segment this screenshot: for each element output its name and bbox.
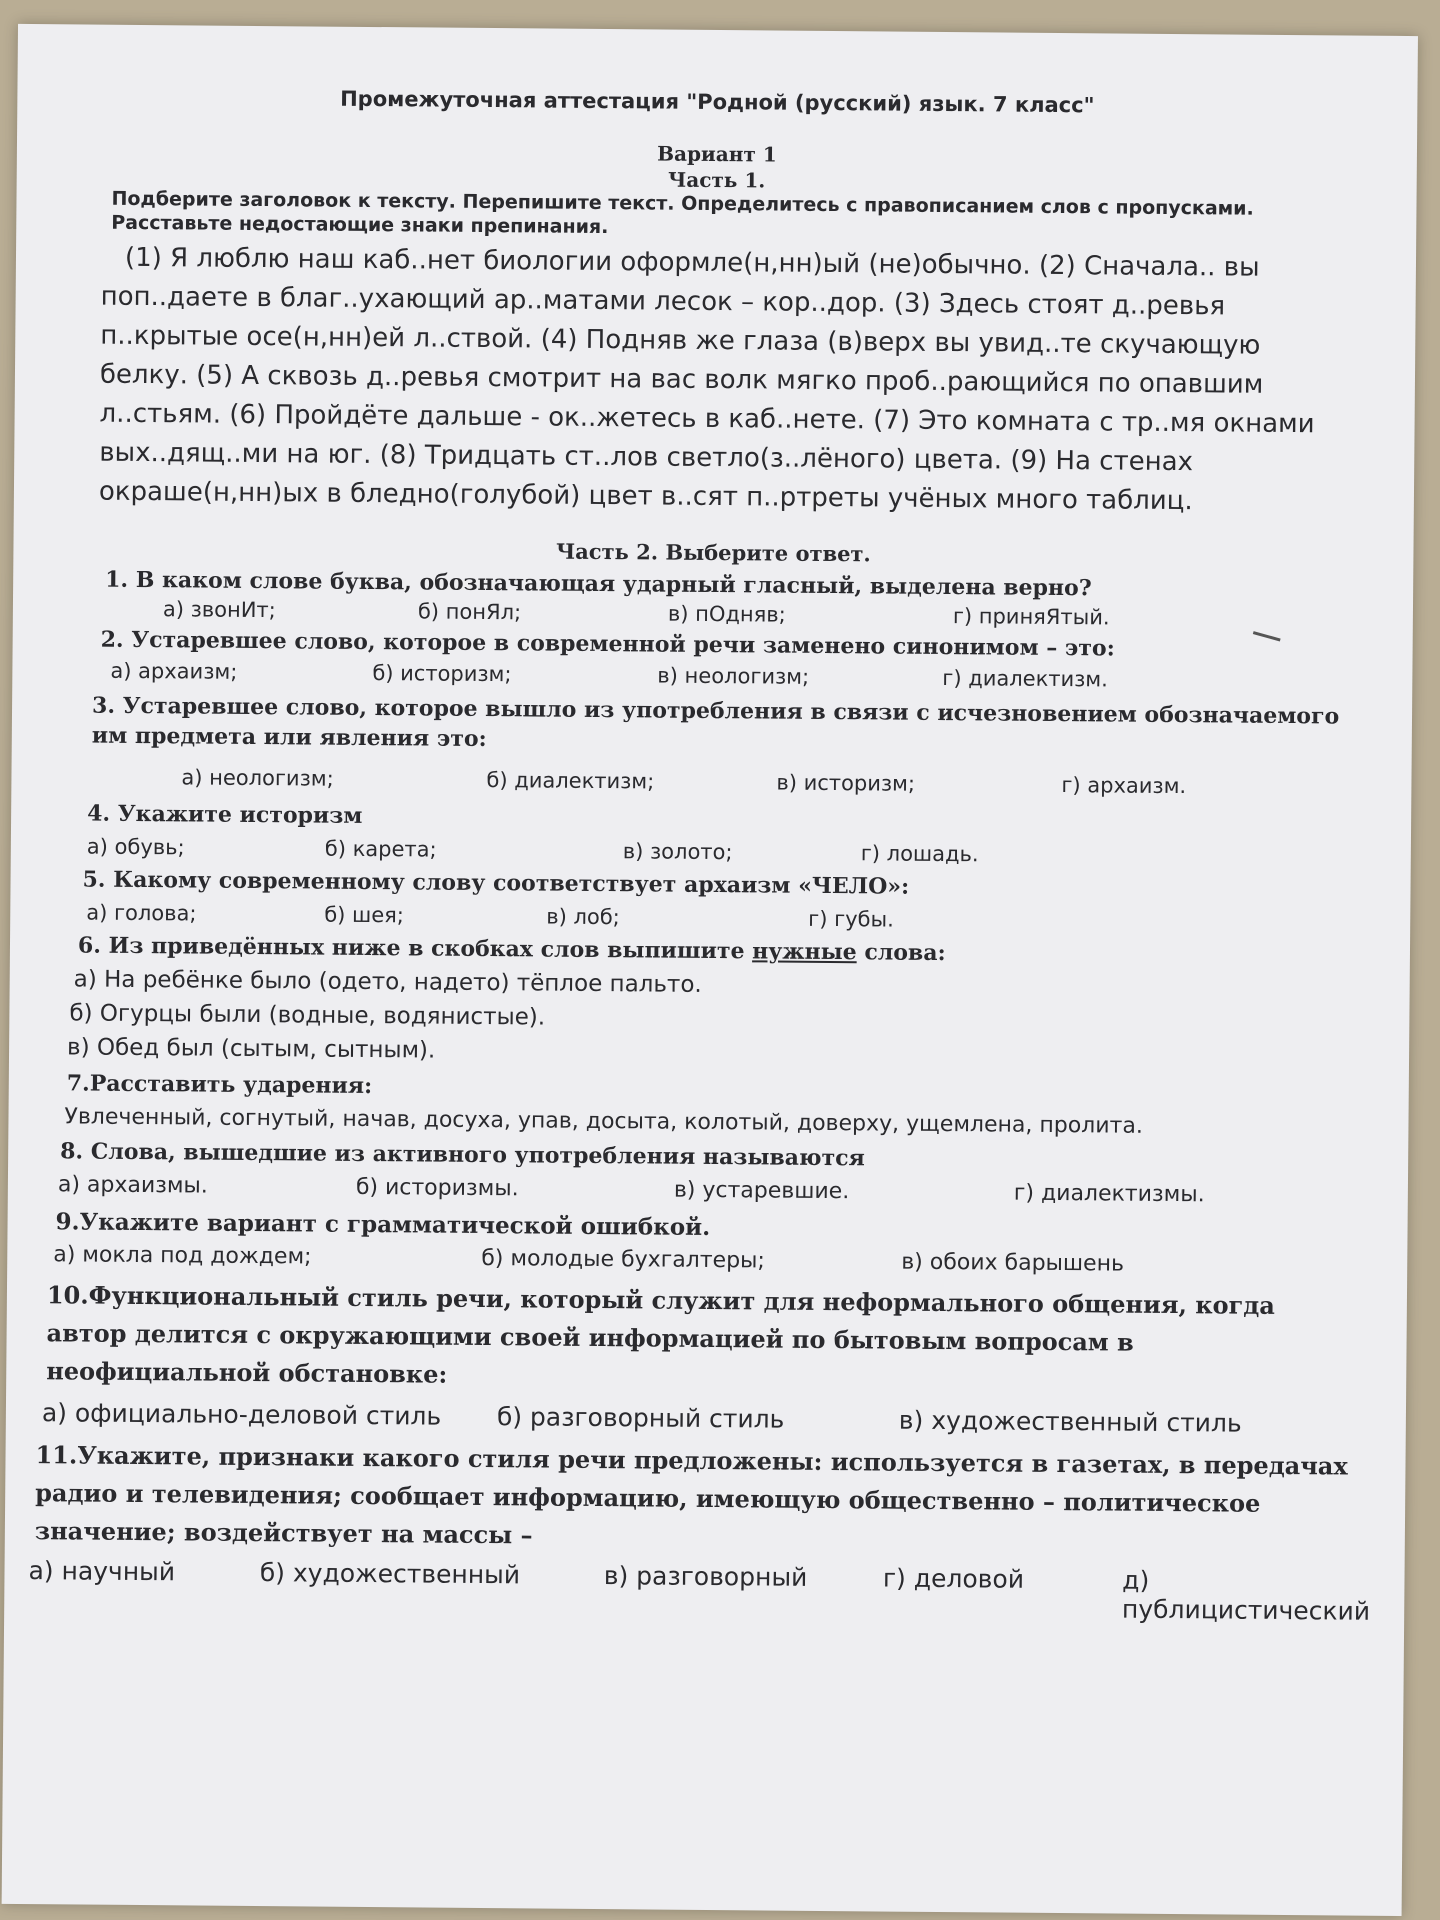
- variant-label: Вариант 1: [657, 141, 777, 167]
- option-c: в) пОдняв;: [667, 601, 786, 627]
- option-b: б) историзмы.: [355, 1174, 519, 1202]
- task1-instruction: Подберите заголовок к тексту. Перепишите текст. Определитесь с правописанием слов с пропусками. Расставьте недостающие знаки препинания.: [111, 187, 1254, 239]
- option-a: а) архаизмы.: [57, 1172, 208, 1199]
- option-d: г) диалектизм.: [942, 665, 1108, 692]
- question-6-option-c: в) Обед был (сытым, сытным).: [66, 1034, 436, 1064]
- question-1-options: [163, 597, 1110, 629]
- option-a: а) голова;: [86, 900, 197, 926]
- question-7: 7.Расставить ударения:: [66, 1070, 373, 1100]
- question-4-options: [87, 835, 979, 867]
- question-5: 5. Какому современному слову соответствует архаизм «ЧЕЛО»:: [82, 866, 910, 900]
- option-b: б) разговорный стиль: [496, 1402, 785, 1434]
- question-10: 10.Функциональный стиль речи, который служит для неформального общения, когда автор делится с окружающими своей информацией по бытовым вопросам в неофициальной обстановке:: [46, 1280, 1276, 1389]
- option-d: г) лошадь.: [860, 841, 979, 867]
- option-b: б) диалектизм;: [486, 768, 655, 794]
- question-8: 8. Слова, вышедшие из активного употребления называются: [60, 1138, 865, 1172]
- option-c: в) историзм;: [776, 770, 916, 796]
- question-4: 4. Укажите историзм: [87, 800, 363, 829]
- question-6-option-a: а) На ребёнке было (одето, надето) тёплое пальто.: [73, 966, 702, 998]
- question-7-words: Увлеченный, согнутый, начав, досуха, упав, досыта, колотый, доверху, ущемлена, пролита.: [64, 1104, 1143, 1139]
- question-6: 6. Из приведённых ниже в скобках слов выпишите нужные слова:: [77, 932, 946, 967]
- part1-heading: Часть 1.: [667, 167, 766, 193]
- question-10-options: [42, 1398, 1242, 1437]
- question-1: 1. В каком слове буква, обозначающая ударный гласный, выделена верно?: [105, 566, 1092, 602]
- option-a: а) научный: [28, 1556, 176, 1587]
- option-d: г) губы.: [808, 906, 894, 932]
- question-11-options: [28, 1556, 1404, 1626]
- option-c: в) неологизм;: [657, 663, 810, 689]
- option-b: б) карета;: [324, 836, 437, 862]
- option-d: г) диалектизмы.: [1013, 1180, 1205, 1208]
- option-d: г) приняЯтый.: [952, 604, 1110, 630]
- document-title: Промежуточная аттестация "Родной (русский) язык. 7 класс": [340, 86, 1095, 118]
- pen-mark: [1253, 631, 1281, 641]
- option-c: в) разговорный: [603, 1561, 808, 1592]
- option-c: в) лоб;: [546, 904, 620, 930]
- document-page: [2, 24, 1418, 1916]
- option-a: а) неологизм;: [181, 765, 334, 791]
- option-a: а) официально-деловой стиль: [41, 1398, 442, 1431]
- option-e: д) публицистический: [1121, 1565, 1371, 1626]
- option-b: б) шея;: [324, 902, 405, 928]
- option-a: а) обувь;: [86, 834, 185, 860]
- question-5-options: [86, 901, 894, 932]
- underlined-word: нужные: [752, 938, 857, 966]
- question-8-options: [58, 1172, 1205, 1207]
- question-2-options: [110, 659, 1108, 692]
- option-b: б) историзм;: [372, 661, 512, 687]
- option-a: а) мокла под дождем;: [53, 1242, 312, 1270]
- question-9: 9.Укажите вариант с грамматической ошибкой.: [55, 1208, 711, 1241]
- option-c: в) художественный стиль: [898, 1405, 1242, 1438]
- option-c: в) устаревшие.: [673, 1177, 850, 1205]
- question-11: 11.Укажите, признаки какого стиля речи предложены: используется в газетах, в передачах радио и телевидения; сообщает информацию, имеющую общественно – политическое значение; воздействует на массы –: [34, 1440, 1348, 1550]
- option-b: б) понЯл;: [417, 599, 522, 625]
- task1-text: (1) Я люблю наш каб..нет биологии оформле(н,нн)ый (не)обычно. (2) Сначала.. вы поп..даете в благ..ухающий ар..матами лесок – кор..дор. (3) Здесь стоят д..ревья п..крытые осе(н,нн)ей л..ствой. (4) Подняв же глаза (в)верх вы увид..те скучающую белку. (5) А сквозь д..ревья смотрит на вас волк мягко проб..рающийся по опавшим л..стьям. (6) Пройдёте дальше - ок..жетесь в каб..нете. (7) Это комната с тр..мя окнами вых..дящ..ми на юг. (8) Тридцать ст..лов светло(з..лёного) цвета. (9) На стенах окраше(н,нн)ых в бледно(голубой) цвет в..сят п..ртреты учёных много таблиц.: [98, 242, 1315, 517]
- option-d: г) архаизм.: [1061, 773, 1187, 799]
- question-6-option-b: б) Огурцы были (водные, водянистые).: [69, 1000, 546, 1031]
- question-3-options: [181, 765, 1186, 798]
- option-a: а) архаизм;: [110, 658, 238, 684]
- question-3: 3. Устаревшее слово, которое вышло из употребления в связи с исчезновением обозначаемого им предмета или явления это:: [91, 692, 1340, 753]
- question-9-options: [53, 1242, 1124, 1276]
- option-b: б) художественный: [259, 1558, 521, 1590]
- option-b: б) молодые бухгалтеры;: [481, 1245, 766, 1274]
- option-d: г) деловой: [882, 1563, 1025, 1594]
- part2-heading: Часть 2. Выберите ответ.: [555, 538, 871, 567]
- question-2: 2. Устаревшее слово, которое в современной речи заменено синонимом – это:: [100, 626, 1115, 662]
- option-c: в) обоих барышень: [901, 1249, 1125, 1277]
- option-a: а) звонИт;: [162, 597, 276, 623]
- option-c: в) золото;: [622, 839, 733, 865]
